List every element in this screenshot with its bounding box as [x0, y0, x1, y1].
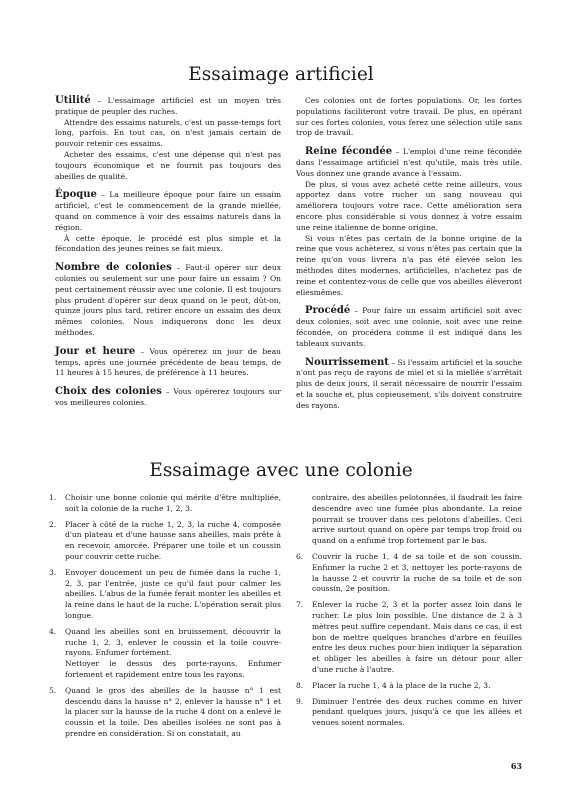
choix-text: – Vous opérerez toujours sur vos meilleures colonies. [55, 387, 281, 407]
step-number: 9. [296, 696, 304, 706]
list-item [296, 600, 522, 676]
paragraph-nourrissement [296, 358, 522, 412]
list-item [296, 681, 522, 692]
step-text: Quand les abeilles sont en bruissement, découvrir la ruche 1, 2, 3, enlever le coussin et la toile couvre-rayons. Enfumer fortement. [65, 626, 281, 658]
heading-reine-fecondee: Reine fécondée [305, 146, 393, 158]
reine-text: – L'emploi d'une reine fécondée dans l'essaimage artificiel n'est qu'utile, mais très utile. Vous donnez une grande avance à l'essaim. [296, 147, 522, 178]
step-text: Couvrir la ruche 1, 4 de sa toile et de son coussin. Enfumer la ruche 2 et 3, nettoyer les porte-rayons de la hausse 2 et couvrir la ruche de sa toile et de son coussin, 2e position. [312, 551, 522, 594]
step-number: 3. [49, 567, 57, 577]
step-text: Enlever la ruche 2, 3 et la porter assez loin dans le rucher. Le plus loin possible. Une distance de 2 à 3 mètres peut suffire cependant. Mais dans ce cas, il est bon de mettre quelques branches d'arbre en feuilles entre les deux ruches pour bien indiquer la séparation et obliger les abeilles à faire un détour pour aller d'une ruche à l'autre. [312, 600, 522, 674]
step-text: Envoyer doucement un peu de fumée dans la ruche 1, 2, 3, par l'entrée, juste ce qu'il faut pour calmer les abeilles. L'abus de la fumée ferait monter les abeilles et la reine dans le haut de la ruche. L'opération serait plus longue. [65, 567, 281, 620]
heading-choix-colonies: Choix des colonies [55, 386, 162, 398]
list-item [49, 568, 281, 622]
step-text: Placer à côté de la ruche 1, 2, 3, la ruche 4, composée d'un plateau et d'une hausse sans abeilles, mais prête à en recevoir, amorcée. Préparer une toile et un coussin pour couvrir cette ruche. [65, 519, 281, 561]
step-number: 7. [296, 600, 304, 610]
step-number: 2. [49, 519, 57, 529]
heading-nombre-colonies: Nombre de colonies [55, 262, 172, 274]
right-column [296, 96, 522, 412]
step-text: Choisir une bonne colonie qui mérite d'être multipliée, soit la colonie de la ruche 1, 2, 3. [65, 493, 281, 513]
procede-text: – Pour faire un essaim artificiel soit avec deux colonies, soit avec une colonie, soit avec une reine fécondée, on procédera comme il est indiqué dans les tableaux suivants. [296, 306, 522, 348]
heading-procede: Procédé [305, 305, 351, 317]
jour-text: – Vous opérerez un jour de beau temps, après une journée précédente de beau temps, de 11 heures à 15 heures, de préférence à 11 heures. [55, 346, 282, 378]
paragraph-utilite [55, 96, 281, 118]
list-item [49, 686, 281, 740]
step-text: Diminuer l'entrée des deux ruches comme en hiver pendant quelques jours, jusqu'à ce que les allées et venues soient normales. [312, 696, 522, 728]
paragraph-nombre [55, 263, 281, 339]
step-number: 4. [49, 626, 57, 636]
heading-nourrissement: Nourrissement [305, 356, 389, 368]
list-item [49, 520, 281, 563]
list-item [296, 552, 522, 595]
epoque-text: – La meilleure époque pour faire un essaim artificiel, c'est le commencement de la grande miellée, quand on commence à voir des essaims naturels dans la région. [55, 190, 281, 232]
step-number: 1. [49, 493, 57, 502]
left-column [55, 96, 281, 409]
steps-left-column [49, 493, 281, 745]
step-number: 6. [296, 551, 304, 561]
steps-right-column [296, 493, 522, 734]
step-continuation: contraire, des abeilles pelotonnées, il faudrait les faire descendre avec une fumée plus abondante. La reine pourrait se trouver dans ces pelotons d'abeilles. Ceci arrive surtout quand on opère par temps trop froid ou quand on a enfumé trop fortement par le bas. [312, 493, 522, 546]
list-item [296, 697, 522, 729]
step-text: Quand le gros des abeilles de la hausse n° 1 est descendu dans la hausse n° 2, enlever la hausse n° 1 et la placer sur la hausse de la ruche 4 dont on a enlevé le coussin et la toile. Des abeilles isolées ne sont pas à prendre en considération. Si on constatait, au [65, 685, 281, 738]
section-title-essaimage-colonie: Essaimage avec une colonie [149, 460, 413, 481]
paragraph: De plus, si vous avez acheté cette reine ailleurs, vous apportez dans votre rucher un sang nouveau qui améliorera toujours votre race. Cette amélioration sera encore plus considérable si vous donnez à votre essaim une reine italienne de bonne origine. [296, 179, 522, 232]
paragraph-jour [55, 347, 281, 379]
paragraph: Acheter des essaims, c'est une dépense qui n'est pas toujours économique et ne fournit pas toujours des abeilles de qualité. [55, 149, 281, 181]
step-extra-text: Nettoyer le dessus des porte-rayons. Enfumer fortement et rapidement entre tous les rayons. [65, 659, 281, 679]
step-number: 8. [296, 680, 304, 690]
heading-utilite: Utilité [55, 95, 91, 106]
page-number: 63 [510, 761, 522, 771]
list-item [49, 493, 281, 515]
paragraph: Attendre des essaims naturels, c'est un passe-temps fort long, parfois. En tout cas, on n'est jamais certain de pouvoir retenir ces essaims. [55, 117, 281, 149]
utilite-text: – L'essaimage artificiel est un moyen très pratique de peupler des ruches. [55, 96, 281, 116]
list-item [49, 627, 281, 681]
paragraph-epoque [55, 190, 281, 233]
step-number: 5. [49, 685, 57, 695]
paragraph-procede [296, 306, 522, 349]
paragraph: Si vous n'êtes pas certain de la bonne origine de la reine que vous achèterez, si vous n'êtes pas certain que la reine qu'on vous livrera n'a pas été élevée selon les méthodes dites modernes, artificielles, n'achetez pas de reine et contentez-vous de celle que vos abeilles élèveront ellesmêmes. [296, 233, 522, 297]
nombre-text: – Faut-il opérer sur deux colonies ou seulement sur une pour faire un essaim ? On peut certainement réussir avec une colonie. Il est toujours plus prudent d'opérer sur deux quand on le peut, dût-on, quinze jours plus tard, retirer encore un essaim des deux mêmes colonies. Nous indiquerons donc les deux méthodes. [55, 263, 281, 337]
paragraph: Ces colonies ont de fortes populations. Or, les fortes populations faciliteront votre travail. De plus, en opérant sur ces fortes colonies, vous ferez une sélection utile sans trop de travail. [296, 96, 522, 138]
paragraph-choix [55, 387, 281, 409]
heading-epoque: Époque [55, 189, 97, 201]
nourrissement-text: – Si l'essaim artificiel et la souche n'ont pas reçu de rayons de miel et si la miellée s'arrêtait plus de deux jours, il serait nécessaire de nourrir l'essaim et la souche et, plus copieusement, s'ils doivent construire des rayons. [296, 357, 522, 410]
paragraph: À cette époque, le procédé est plus simple et la fécondation des jeunes reines se fait mieux. [55, 233, 281, 254]
heading-jour-heure: Jour et heure [55, 345, 136, 357]
section-title-essaimage-artificiel: Essaimage artificiel [188, 64, 374, 85]
step-text: Placer la ruche 1, 4 à la place de la ruche 2, 3. [312, 680, 491, 690]
paragraph-reine [296, 147, 522, 179]
